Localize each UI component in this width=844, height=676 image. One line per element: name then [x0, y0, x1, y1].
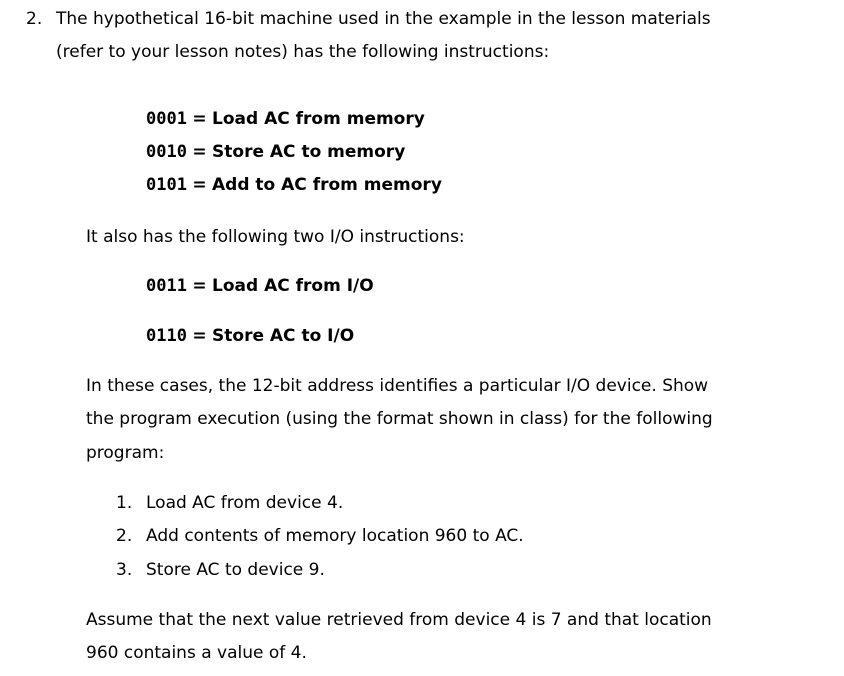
paragraph-line-3: program:: [86, 443, 165, 463]
opcode: 0001: [146, 109, 187, 129]
step-text: Load AC from device 4.: [146, 493, 344, 513]
equals-sign: =: [192, 276, 207, 296]
opcode: 0011: [146, 276, 187, 296]
opcode: 0010: [146, 142, 187, 162]
assumption-line-2: 960 contains a value of 4.: [86, 643, 307, 663]
instruction-description: Load AC from memory: [212, 109, 425, 129]
program-step: [116, 559, 325, 581]
instruction-row: [146, 108, 425, 130]
program-step: [116, 525, 524, 547]
io-instruction-row: [146, 275, 374, 297]
opcode: 0110: [146, 326, 187, 346]
instruction-description: Store AC to memory: [212, 142, 406, 162]
paragraph-line-2: the program execution (using the format shown in class) for the following: [86, 409, 713, 429]
equals-sign: =: [192, 326, 207, 346]
step-number: 1.: [116, 493, 133, 513]
instruction-row: [146, 141, 405, 163]
step-text: Store AC to device 9.: [146, 560, 325, 580]
step-number: 3.: [116, 560, 133, 580]
paragraph-line-1: In these cases, the 12-bit address identifies a particular I/O device. Show: [86, 376, 709, 396]
instruction-description: Store AC to I/O: [212, 326, 355, 346]
program-step: [116, 492, 343, 514]
assumption-line-1: Assume that the next value retrieved from device 4 is 7 and that location: [86, 610, 712, 630]
step-text: Add contents of memory location 960 to AC.: [146, 526, 524, 546]
question-line-1: The hypothetical 16-bit machine used in the example in the lesson materials: [56, 9, 711, 29]
instruction-row: [146, 174, 442, 196]
instruction-description: Load AC from I/O: [212, 276, 374, 296]
question-line-2: (refer to your lesson notes) has the following instructions:: [56, 42, 550, 62]
instruction-description: Add to AC from memory: [212, 175, 442, 195]
opcode: 0101: [146, 175, 187, 195]
equals-sign: =: [192, 175, 207, 195]
question-number: 2.: [26, 9, 43, 29]
step-number: 2.: [116, 526, 133, 546]
equals-sign: =: [192, 142, 207, 162]
equals-sign: =: [192, 109, 207, 129]
io-instruction-row: [146, 325, 354, 347]
io-intro: It also has the following two I/O instructions:: [86, 227, 465, 247]
